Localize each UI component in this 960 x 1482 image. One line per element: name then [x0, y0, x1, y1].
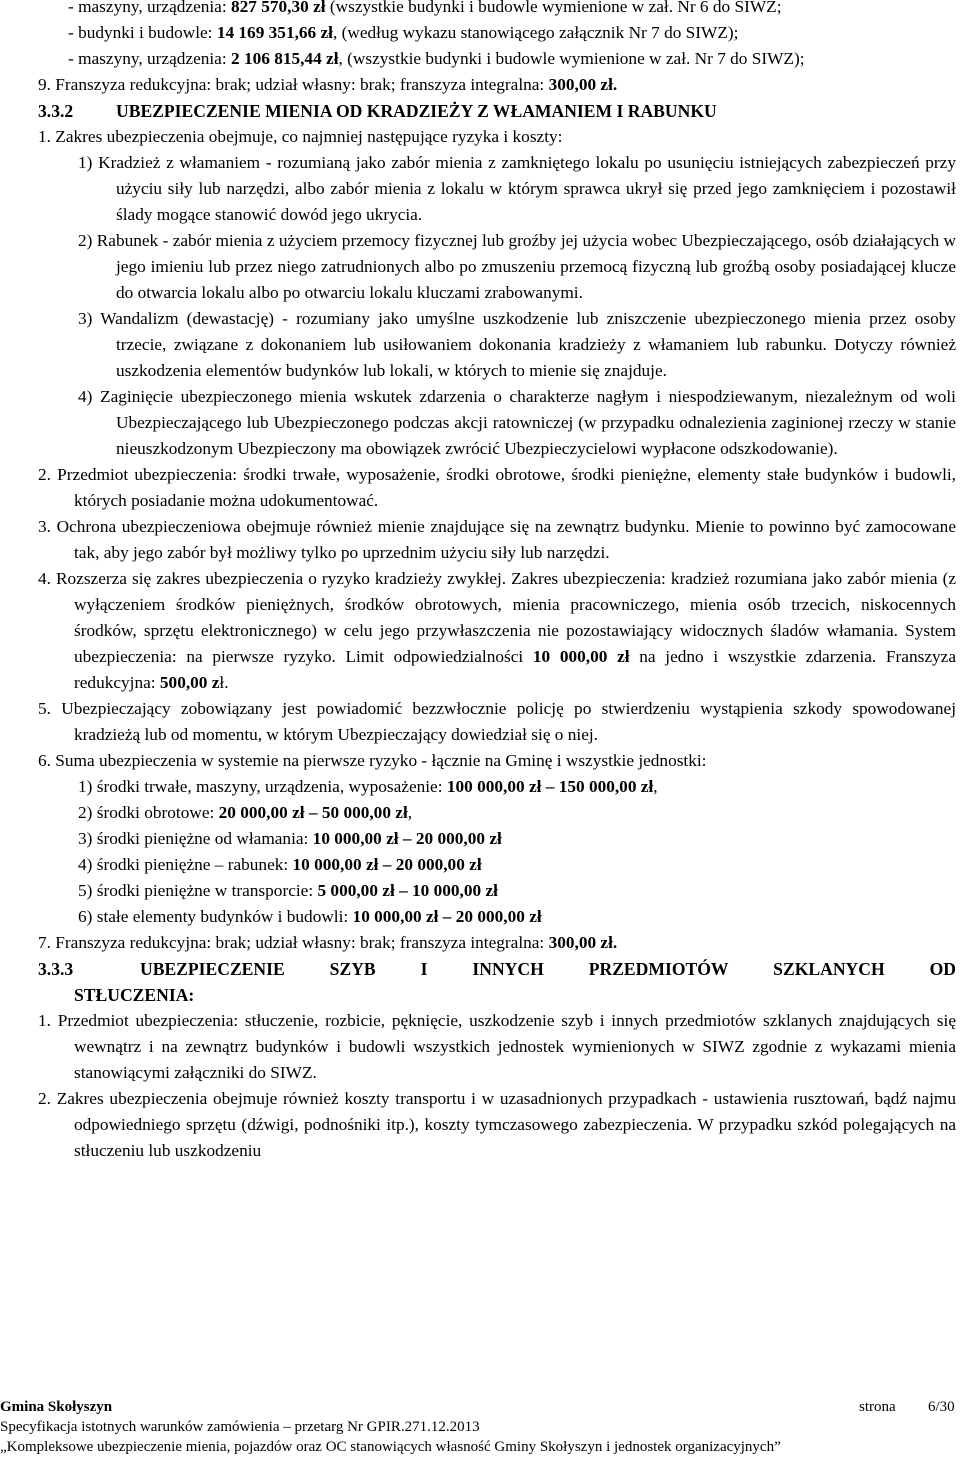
sum-value: 10 000,00 zł – 20 000,00 zł — [292, 855, 482, 874]
text: na jedno i wszystkie zdarzenia. Franszyza redukcyjna: — [74, 647, 956, 692]
section-number: 3.3.3 — [38, 959, 74, 979]
sums-list — [38, 774, 956, 930]
sum-label: 5) środki pieniężne w transporcie: — [78, 881, 314, 900]
sum-value: 10 000,00 zł – 20 000,00 zł — [312, 829, 502, 848]
paragraph-buildings — [38, 20, 956, 46]
amount: 300,00 zł — [548, 933, 613, 952]
sum-label: 3) środki pieniężne od włamania: — [78, 829, 309, 848]
footer-page-label: strona — [859, 1399, 896, 1415]
text: , (według wykazu stanowiącego załącznik Nr 7 do SIWZ); — [332, 23, 739, 42]
glass-list-item-2: 2. Zakres ubezpieczenia obejmuje również koszty transportu i w uzasadnionych przypadkach - ustawienia rusztowań, bądź najmu odpowiedniego sprzętu (dźwigi, podnośniki itp.), koszty tymczasowego zabezpieczenia. W przypadku szkód polegających na stłuczeniu lub uszkodzeniu — [38, 1089, 956, 1160]
paragraph-scope: 1. Zakres ubezpieczenia obejmuje, co najmniej następujące ryzyka i koszty: — [38, 127, 563, 146]
text: (wszystkie budynki i budowle wymienione w zał. Nr 6 do SIWZ; — [325, 0, 782, 16]
list-item-risk-1: 1) Kradzież z włamaniem - rozumianą jako zabór mienia z zamkniętego lokalu po usunięciu istniejących zabezpieczeń przy użyciu siły lub narzędzi, albo zabór mienia z lokalu w którym sprawca ukrył się przed jego zamknięciem i pozostawił ślady mogące stanowić dowód jego ukrycia. — [78, 153, 956, 224]
list-item-risk-2: 2) Rabunek - zabór mienia z użyciem przemocy fizycznej lub groźby jej użycia wobec Ubezpieczającego, osób działających w jego imieniu lub przez niego zatrudnionych albo po zmuszeniu przemocą fizyczną lub groźbą osoby posiadającej klucze do otwarcia lokalu albo po otwarciu lokalu kluczami zrabowanymi. — [78, 231, 956, 302]
page-footer — [0, 1397, 960, 1457]
amount: 827 570,30 zł — [230, 0, 326, 16]
sum-item — [38, 774, 956, 800]
amount: 14 169 351,66 zł — [216, 23, 333, 42]
sum-item — [38, 826, 956, 852]
footer-page-number: 6/30 — [928, 1399, 955, 1415]
paragraph-machines-2 — [38, 46, 956, 72]
footer-brand: Gmina Skołyszyn — [0, 1399, 113, 1415]
list-item-3: 3. Ochrona ubezpieczeniowa obejmuje również mienie znajdujące się na zewnątrz budynku. Mienie to powinno być zamocowane tak, aby jego zabór był możliwy tylko po uprzednim użyciu siły lub narzędzi. — [38, 517, 956, 562]
document-page — [38, 0, 956, 1164]
section-title: UBEZPIECZENIE SZYB I INNYCH PRZEDMIOTÓW SZKLANYCH OD STŁUCZENIA: — [74, 959, 956, 1005]
text: , — [407, 803, 413, 822]
sum-label: 6) stałe elementy budynków i budowli: — [78, 907, 349, 926]
text: - budynki i budowle: — [68, 23, 213, 42]
list-item-4 — [38, 566, 956, 696]
list-item-risk-3: 3) Wandalizm (dewastację) - rozumiany jako umyślne uszkodzenie lub zniszczenie ubezpieczonego mienia przez osoby trzecie, związane z dokonaniem lub usiłowaniem dokonania kradzieży z włamaniem lub rabunku. Dotyczy również uszkodzenia elementów budynków lub lokali, w których to mienie się znajduje. — [78, 309, 956, 380]
footer-title-line: „Kompleksowe ubezpieczenie mienia, pojazdów oraz OC stanowiących własność Gminy Skołyszyn i jednostek organizacyjnych” — [0, 1439, 781, 1455]
text: - maszyny, urządzenia: — [68, 49, 227, 68]
section-heading-332 — [38, 98, 956, 124]
section-title: UBEZPIECZENIE MIENIA OD KRADZIEŻY Z WŁAMANIEM I RABUNKU — [116, 101, 717, 121]
amount: 500,00 z — [159, 673, 220, 692]
text: 9. Franszyza redukcyjna: brak; udział własny: brak; franszyza integralna: — [38, 75, 545, 94]
paragraph-franchise-9 — [38, 72, 956, 98]
list-item-risk-4: 4) Zaginięcie ubezpieczonego mienia wskutek zdarzenia o charakterze nagłym i niespodziewanym, niezależnym od woli Ubezpieczającego lub Ubezpieczonego podczas akcji ratowniczej (w przypadku odnalezienia zaginionej rzeczy w stanie nieuszkodzonym Ubezpieczony ma obowiązek zwrócić Ubezpieczycielowi wypłacone odszkodowanie). — [78, 387, 956, 458]
text: 7. Franszyza redukcyjna: brak; udział własny: brak; franszyza integralna: — [38, 933, 545, 952]
footer-spec-line: Specyfikacja istotnych warunków zamówienia – przetarg Nr GPIR.271.12.2013 — [0, 1419, 480, 1435]
sum-item — [38, 800, 956, 826]
list-item-7 — [38, 930, 956, 956]
sum-value: 20 000,00 zł – 50 000,00 zł — [218, 803, 408, 822]
text: . — [612, 75, 618, 94]
sum-label: 1) środki trwałe, maszyny, urządzenia, wyposażenie: — [78, 777, 443, 796]
list-item-2: 2. Przedmiot ubezpieczenia: środki trwałe, wyposażenie, środki obrotowe, środki pieniężne, elementy stałe budynków i budowli, których posiadanie można udokumentować. — [38, 465, 956, 510]
sum-label: 2) środki obrotowe: — [78, 803, 215, 822]
sum-value: 100 000,00 zł – 150 000,00 zł — [446, 777, 654, 796]
amount: 300,00 zł — [548, 75, 613, 94]
list-item-5: 5. Ubezpieczający zobowiązany jest powiadomić bezzwłocznie policję po stwierdzeniu wystąpienia szkody spowodowanej kradzieżą lub od momentu, w którym Ubezpieczający dowiedział się o niej. — [38, 699, 956, 744]
amount: 2 106 815,44 zł — [230, 49, 339, 68]
sum-value: 5 000,00 zł – 10 000,00 zł — [317, 881, 498, 900]
amount: 10 000,00 zł — [532, 647, 630, 666]
paragraph-machines-1 — [38, 0, 956, 20]
text: , (wszystkie budynki i budowle wymienione w zał. Nr 7 do SIWZ); — [338, 49, 805, 68]
sum-value: 10 000,00 zł – 20 000,00 zł — [352, 907, 542, 926]
sum-label: 4) środki pieniężne – rabunek: — [78, 855, 293, 874]
text: 4. Rozszerza się zakres ubezpieczenia o ryzyko kradzieży zwykłej. Zakres ubezpieczenia: kradzież rozumiana jako zabór mienia (z wyłączeniem środków pieniężnych, środków obrotowych, mienia pracowniczego, mienia osób trzecich, niskocennych środków, sprzętu elektronicznego) w celu jego przywłaszczenia nie pozostawiający widocznych śladów włamania. System ubezpieczenia: na pierwsze ryzyko. Limit odpowiedzialności — [38, 569, 956, 666]
sum-item — [38, 852, 956, 878]
glass-list-item-1: 1. Przedmiot ubezpieczenia: stłuczenie, rozbicie, pęknięcie, uszkodzenie szyb i innych przedmiotów szklanych znajdujących się wewnątrz i na zewnątrz budynków i budowli wszystkich jednostek wymienionych w SIWZ zgodnie z wykazami mienia stanowiącymi załączniki do SIWZ. — [38, 1011, 956, 1082]
list-item-6: 6. Suma ubezpieczenia w systemie na pierwsze ryzyko - łącznie na Gminę i wszystkie jednostki: — [38, 751, 707, 770]
text: , — [653, 777, 658, 796]
sum-item — [38, 904, 956, 930]
section-number: 3.3.2 — [38, 101, 74, 121]
text: ł. — [219, 673, 229, 692]
footer-top-row — [0, 1397, 960, 1417]
sum-item — [38, 878, 956, 904]
text: - maszyny, urządzenia: — [68, 0, 227, 16]
text: . — [612, 933, 618, 952]
section-heading-333 — [38, 956, 956, 1008]
